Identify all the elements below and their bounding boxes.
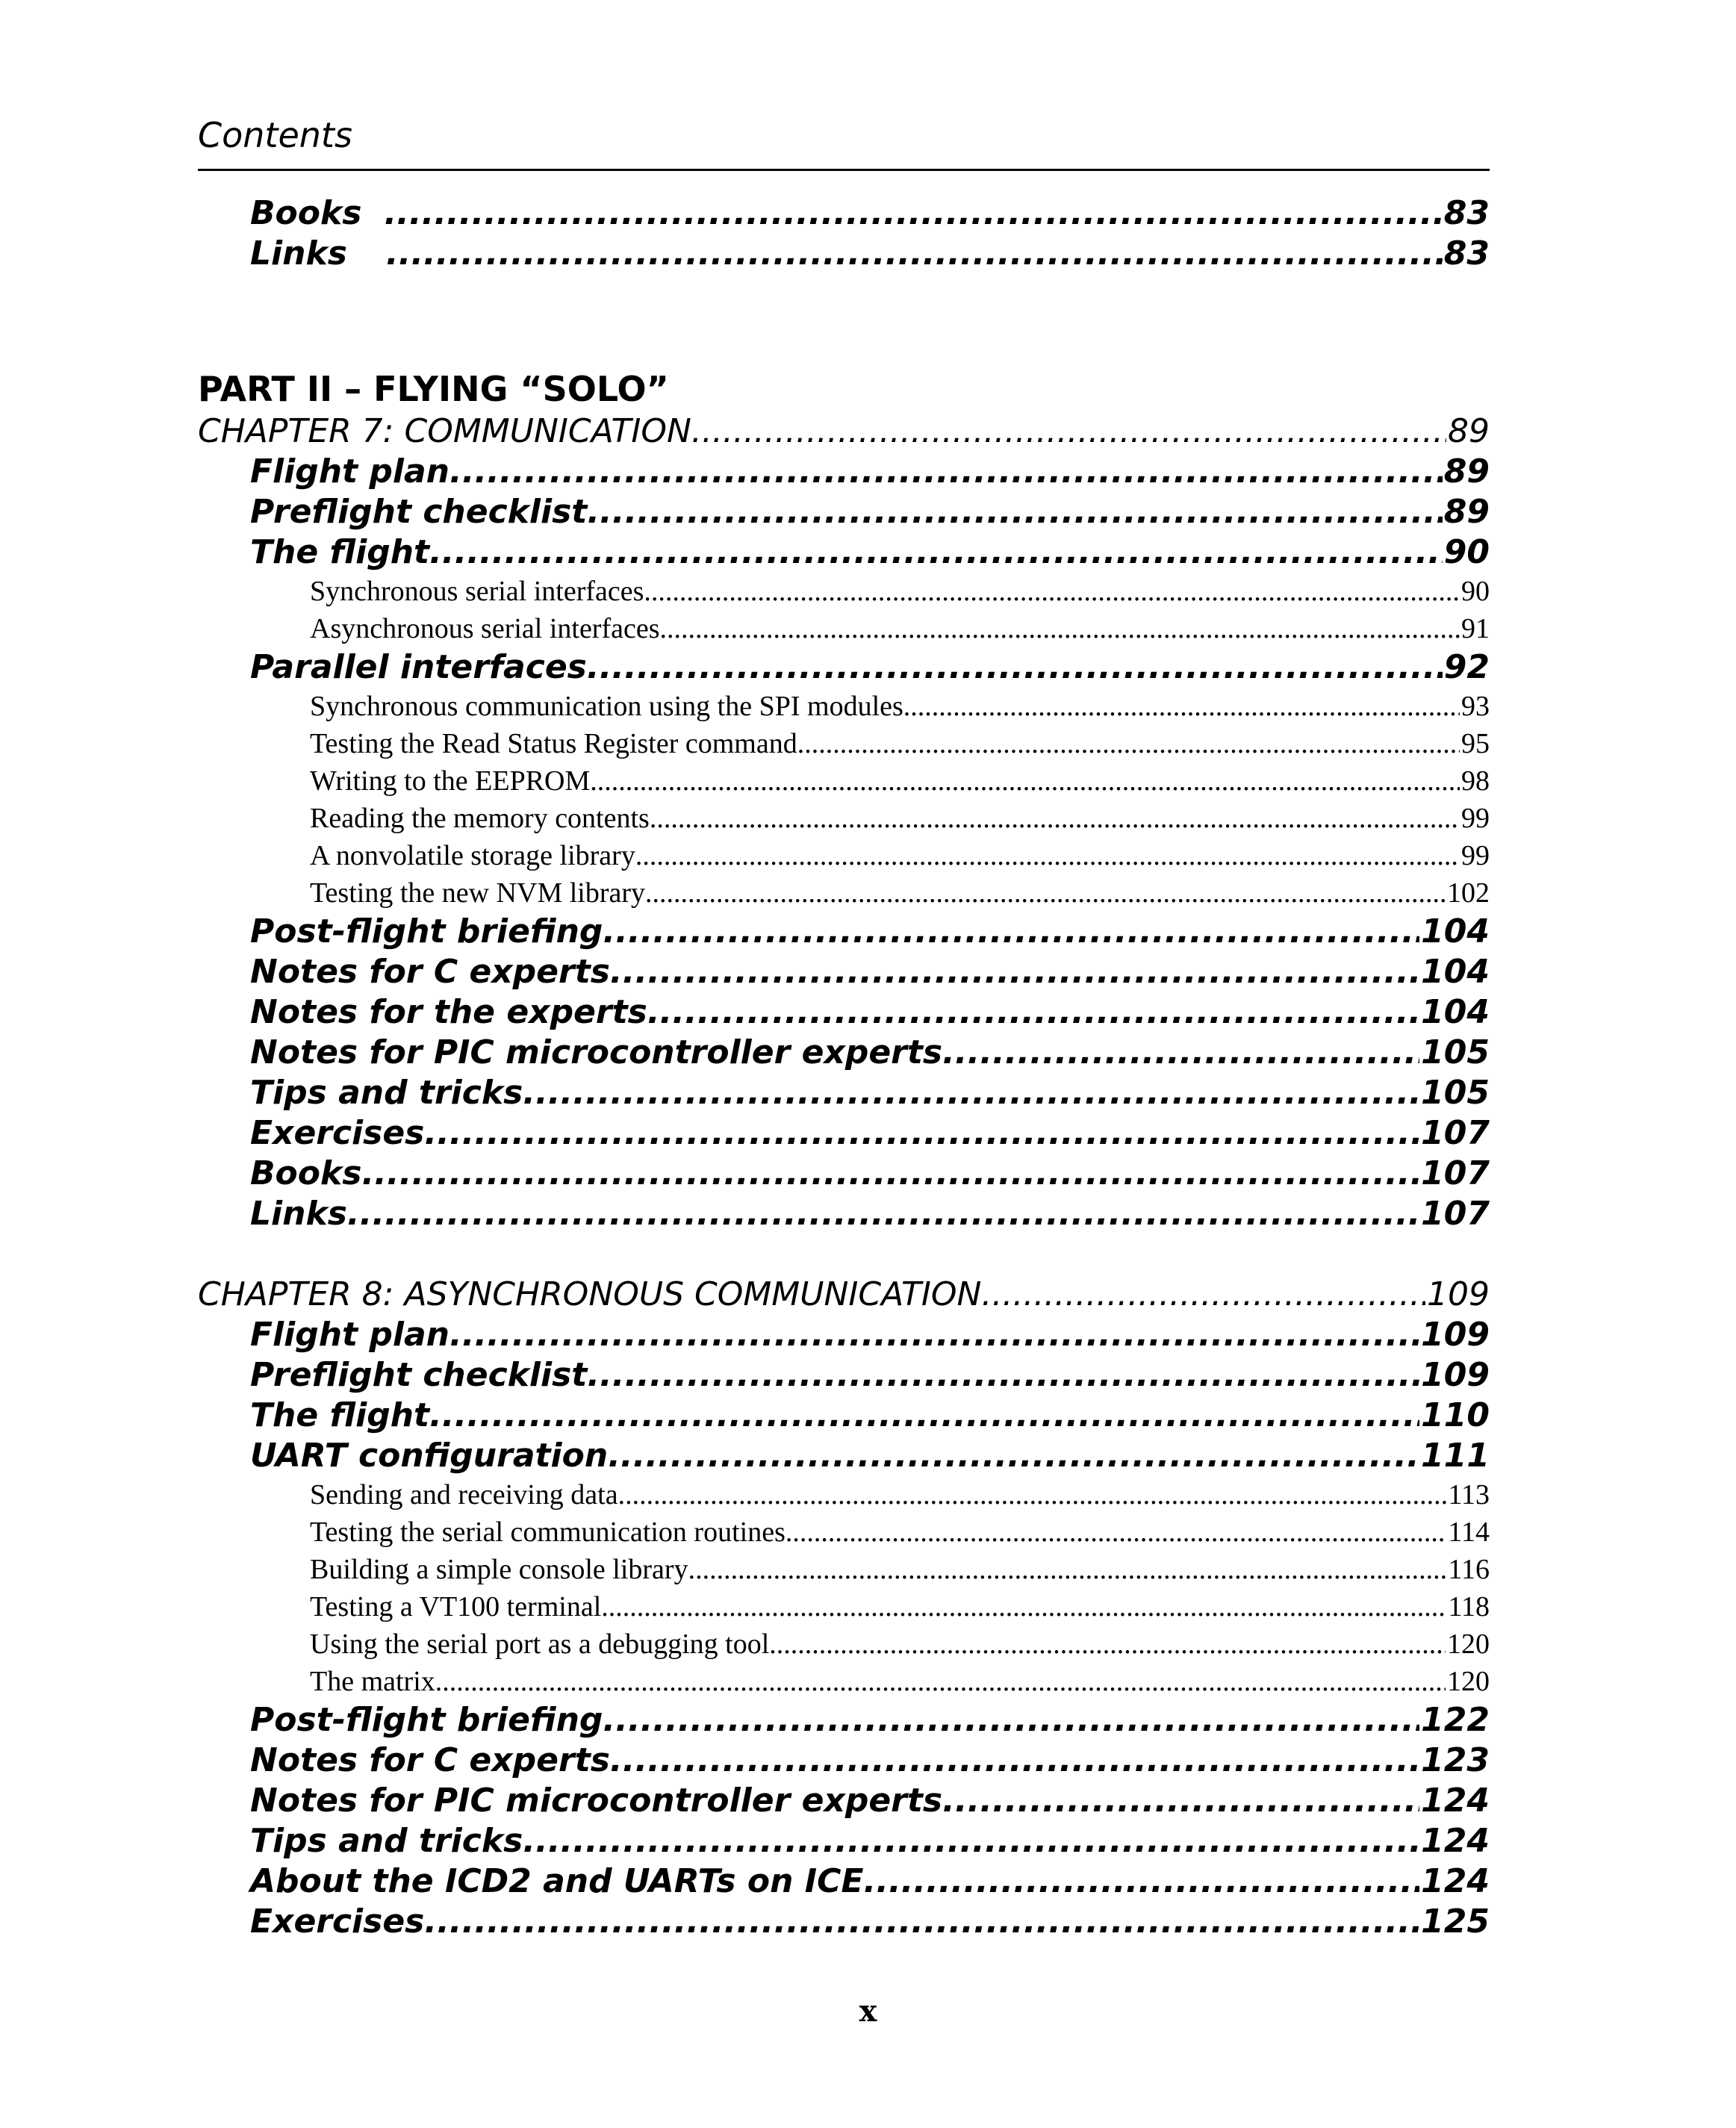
dot-leader: [429, 1396, 1419, 1436]
toc-subentry: [198, 573, 1490, 610]
toc-entry: [198, 1781, 1490, 1821]
dot-leader: [610, 952, 1419, 992]
dot-leader: [424, 1113, 1419, 1154]
toc-entry-title: Sending and receiving data: [310, 1479, 618, 1511]
toc-entry-title: Post-flight briefing: [250, 1701, 603, 1739]
dot-leader: [424, 1902, 1419, 1942]
toc-entry-title: Parallel interfaces: [250, 648, 587, 686]
dot-leader: [523, 1073, 1419, 1113]
toc-entry: [198, 1740, 1490, 1781]
toc-entry-title: Reading the memory contents: [310, 803, 650, 834]
toc-subentry: [198, 725, 1490, 762]
toc-entry-page: 109: [1421, 1356, 1490, 1394]
toc-entry: [198, 1396, 1490, 1436]
dot-leader: [603, 912, 1419, 952]
toc-entry-page: 89: [1443, 452, 1490, 491]
toc-entry-title: Links: [250, 234, 347, 273]
dot-leader: [864, 1861, 1420, 1902]
toc-entry-page: 118: [1448, 1591, 1490, 1623]
dot-leader: [587, 647, 1443, 688]
part-heading: PART II – FLYING “SOLO”: [198, 369, 669, 409]
toc-entry: [198, 1154, 1490, 1194]
toc-entry-page: 90: [1461, 576, 1490, 607]
page-number: x: [859, 1994, 877, 2029]
dot-leader: [523, 1821, 1419, 1861]
dot-leader: [903, 688, 1460, 725]
toc-subentry: [198, 1513, 1490, 1551]
dot-leader: [769, 1625, 1446, 1663]
toc-entry-title: The flight: [250, 533, 430, 571]
toc-entry-page: 123: [1421, 1741, 1490, 1779]
toc-subentry: [198, 800, 1490, 837]
toc-entry-page: 107: [1421, 1114, 1490, 1152]
toc-entry-title: Testing the Read Status Register command: [310, 728, 797, 759]
page-header: Contents: [198, 112, 1490, 171]
toc-entry-title: Notes for PIC microcontroller experts: [250, 1782, 943, 1820]
toc-subentry: [198, 1663, 1490, 1700]
toc-entry-title: Preflight checklist: [250, 493, 588, 531]
dot-leader: [347, 1194, 1419, 1234]
toc-entry-page: 104: [1421, 912, 1490, 951]
toc-entry-page: 124: [1421, 1862, 1490, 1900]
toc-subentry: [198, 610, 1490, 647]
dot-leader: [650, 800, 1460, 837]
toc-entry-page: 114: [1448, 1516, 1490, 1548]
chapter-page: 109: [1427, 1275, 1490, 1313]
toc-entry-title: A nonvolatile storage library: [310, 840, 635, 871]
toc-entry: [198, 1436, 1490, 1476]
toc-entry-title: The matrix: [310, 1666, 435, 1697]
toc-entry-page: 125: [1421, 1903, 1490, 1941]
toc-entry-page: 113: [1448, 1479, 1490, 1511]
dot-leader: [386, 234, 1443, 274]
toc-entry-page: 110: [1421, 1396, 1490, 1434]
dot-leader: [688, 1551, 1447, 1588]
top-entries: [198, 193, 1490, 274]
dot-leader: [785, 1513, 1447, 1551]
toc-subentry: [198, 688, 1490, 725]
toc-entry-title: Testing the new NVM library: [310, 877, 646, 909]
dot-leader: [660, 610, 1460, 647]
toc-entry: [198, 1315, 1490, 1355]
toc-subentry: [198, 1588, 1490, 1625]
toc-entry-title: Notes for C experts: [250, 953, 610, 991]
toc-entry-title: Synchronous serial interfaces: [310, 576, 644, 607]
chapter-page: 89: [1448, 412, 1490, 450]
toc-entry-title: Asynchronous serial interfaces: [310, 613, 660, 644]
toc-entry-page: 99: [1461, 803, 1490, 834]
toc-entry: [198, 452, 1490, 492]
toc-entry-title: Links: [250, 1195, 347, 1233]
toc-entry-page: 111: [1421, 1437, 1490, 1475]
dot-leader: [797, 725, 1460, 762]
dot-leader: [587, 492, 1442, 532]
toc-entry-page: 105: [1421, 1033, 1490, 1071]
toc-entry-page: 107: [1421, 1154, 1490, 1192]
toc-subentry: [198, 1476, 1490, 1513]
toc-entry-title: Post-flight briefing: [250, 912, 603, 951]
toc-entry: [198, 1700, 1490, 1740]
dot-leader: [435, 1663, 1446, 1700]
dot-leader: [601, 1588, 1446, 1625]
dot-leader: [618, 1476, 1447, 1513]
toc-entry: [198, 1861, 1490, 1902]
dot-leader: [981, 1275, 1425, 1315]
toc-entry: [198, 193, 1490, 234]
toc-entry: [198, 532, 1490, 573]
dot-leader: [590, 762, 1460, 800]
toc-entry-page: 104: [1421, 993, 1490, 1031]
dot-leader: [691, 411, 1446, 452]
toc-entry: [198, 952, 1490, 992]
toc-entry-title: Testing the serial communication routines: [310, 1516, 785, 1548]
dot-leader: [635, 837, 1460, 874]
toc-entry-title: Tips and tricks: [250, 1074, 523, 1112]
toc-entry-title: Synchronous communication using the SPI modules: [310, 691, 903, 722]
toc-subentry: [198, 1551, 1490, 1588]
toc-entry-title: About the ICD2 and UARTs on ICE: [250, 1862, 864, 1900]
toc-entry-page: 120: [1447, 1666, 1490, 1697]
chapter7-entries: [198, 452, 1490, 1234]
dot-leader: [429, 532, 1443, 573]
dot-leader: [647, 992, 1419, 1033]
toc-entry-page: 104: [1421, 953, 1490, 991]
dot-leader: [449, 452, 1443, 492]
toc-entry-title: Exercises: [250, 1114, 425, 1152]
dot-leader: [361, 1154, 1419, 1194]
toc-entry: [198, 912, 1490, 952]
toc-entry: [198, 647, 1490, 688]
toc-entry: [198, 1355, 1490, 1396]
toc-entry-title: Notes for the experts: [250, 993, 647, 1031]
toc-entry-title: Notes for C experts: [250, 1741, 610, 1779]
toc-entry-title: Flight plan: [250, 452, 449, 491]
toc-entry-title: Books: [250, 1154, 362, 1192]
toc-entry-title: The flight: [250, 1396, 430, 1434]
toc-entry-title: Writing to the EEPROM: [310, 765, 591, 797]
chapter-heading: [198, 1275, 1490, 1315]
toc-entry-page: 93: [1461, 691, 1490, 722]
dot-leader: [645, 874, 1446, 912]
toc-entry: [198, 492, 1490, 532]
toc-entry-page: 90: [1443, 533, 1490, 571]
toc-entry-title: Books: [250, 194, 362, 232]
toc-entry-page: 105: [1421, 1074, 1490, 1112]
toc-entry-title: Building a simple console library: [310, 1554, 688, 1585]
toc-entry-page: 124: [1421, 1822, 1490, 1860]
toc-entry-title: UART configuration: [250, 1437, 609, 1475]
toc-subentry: [198, 762, 1490, 800]
toc-entry-page: 95: [1461, 728, 1490, 759]
dot-leader: [603, 1700, 1419, 1740]
toc-entry: [198, 234, 1490, 274]
toc-entry-page: 83: [1443, 194, 1490, 232]
dot-leader: [608, 1436, 1419, 1476]
toc-entry-page: 98: [1461, 765, 1490, 797]
toc-entry-title: Using the serial port as a debugging tool: [310, 1628, 770, 1660]
dot-leader: [384, 193, 1442, 234]
toc-subentry: [198, 1625, 1490, 1663]
dot-leader: [587, 1355, 1419, 1396]
toc-entry-page: 109: [1421, 1316, 1490, 1354]
toc-entry: [198, 1073, 1490, 1113]
toc-entry-title: Notes for PIC microcontroller experts: [250, 1033, 943, 1071]
toc-entry: [198, 1821, 1490, 1861]
chapter-title: CHAPTER 7: COMMUNICATION: [198, 412, 691, 450]
dot-leader: [449, 1315, 1419, 1355]
toc-entry-page: 83: [1443, 234, 1490, 273]
chapter-heading: [198, 411, 1490, 452]
toc-entry: [198, 992, 1490, 1033]
toc-entry-title: Testing a VT100 terminal: [310, 1591, 602, 1623]
toc-entry: [198, 1113, 1490, 1154]
toc-entry-page: 89: [1443, 493, 1490, 531]
toc-subentry: [198, 874, 1490, 912]
dot-leader: [942, 1781, 1419, 1821]
toc-entry-title: Tips and tricks: [250, 1822, 523, 1860]
dot-leader: [942, 1033, 1419, 1073]
toc-subentry: [198, 837, 1490, 874]
toc-entry-title: Exercises: [250, 1903, 425, 1941]
toc-entry-page: 116: [1448, 1554, 1490, 1585]
dot-leader: [644, 573, 1460, 610]
chapter-title: CHAPTER 8: ASYNCHRONOUS COMMUNICATION: [198, 1275, 982, 1313]
toc-entry-page: 92: [1443, 648, 1490, 686]
toc-entry: [198, 1033, 1490, 1073]
toc-entry-page: 99: [1461, 840, 1490, 871]
toc-entry-page: 124: [1421, 1782, 1490, 1820]
toc-entry: [198, 1194, 1490, 1234]
toc-entry-title: Preflight checklist: [250, 1356, 588, 1394]
toc-entry-page: 122: [1421, 1701, 1490, 1739]
dot-leader: [610, 1740, 1419, 1781]
toc-entry-page: 91: [1461, 613, 1490, 644]
toc-entry-page: 120: [1447, 1628, 1490, 1660]
toc-entry-page: 102: [1447, 877, 1490, 909]
toc-entry: [198, 1902, 1490, 1942]
toc-page: [198, 112, 1490, 1942]
toc-entry-title: Flight plan: [250, 1316, 449, 1354]
toc-entry-page: 107: [1421, 1195, 1490, 1233]
chapter8-entries: [198, 1315, 1490, 1942]
